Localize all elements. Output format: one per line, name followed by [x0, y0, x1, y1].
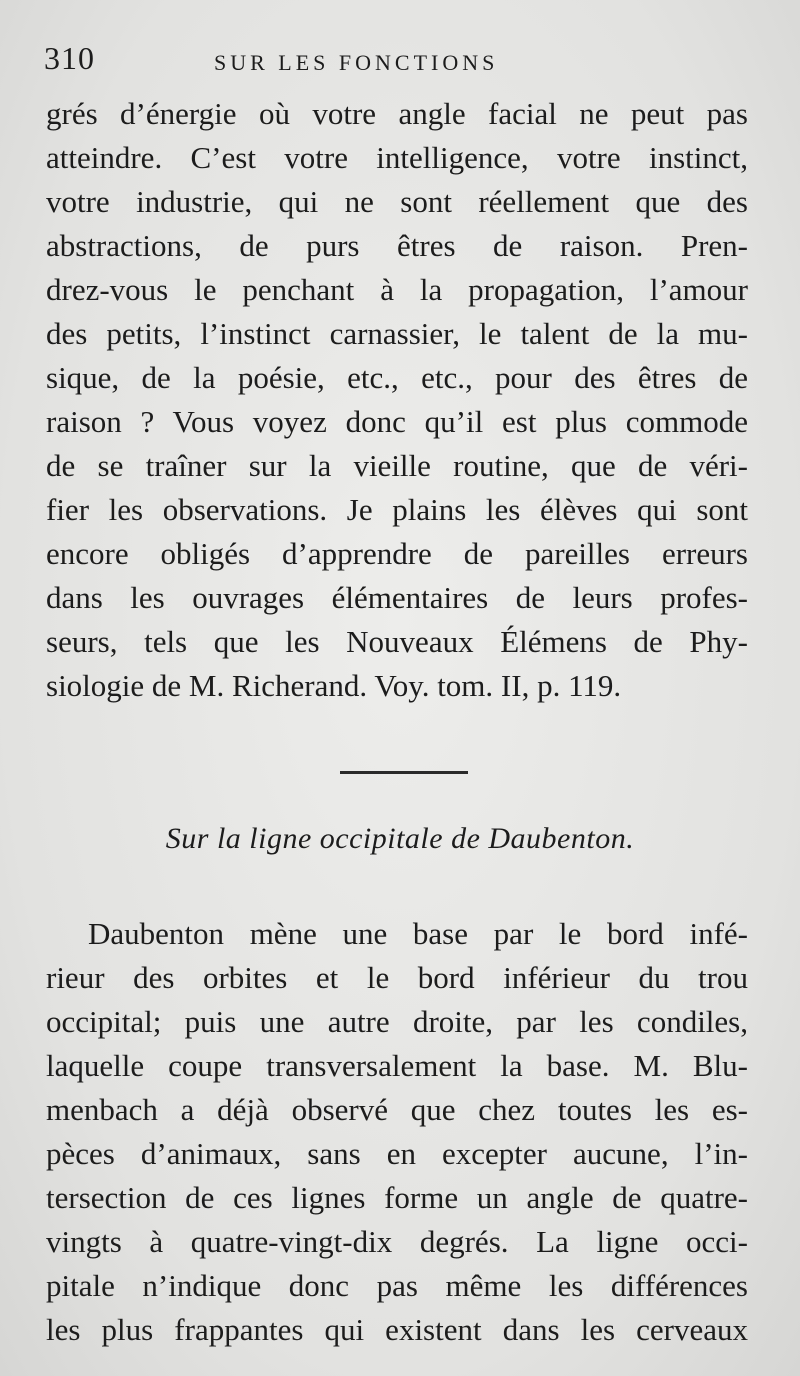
text-line: rieur des orbites et le bord inférieur du trou	[46, 960, 748, 995]
text-line: drez-vous le penchant à la propagation, l’amour	[46, 272, 748, 307]
running-title: SUR LES FONCTIONS	[214, 50, 499, 75]
text-line: menbach a déjà observé que chez toutes les es-	[46, 1092, 748, 1127]
text-line: siologie de M. Richerand. Voy. tom. II, p. 119.	[46, 668, 622, 703]
text-line: seurs, tels que les Nouveaux Élémens de Phy-	[46, 624, 748, 659]
text-line: abstractions, de purs êtres de raison. Pren-	[46, 228, 748, 263]
text-line: des petits, l’instinct carnassier, le talent de la mu-	[46, 316, 748, 351]
section-divider	[340, 771, 468, 774]
page-number: 310	[44, 40, 95, 76]
text-line: atteindre. C’est votre intelligence, votre instinct,	[46, 140, 748, 175]
text-line: les plus frappantes qui existent dans les cerveaux	[46, 1312, 748, 1347]
text-line: occipital; puis une autre droite, par les condiles,	[46, 1004, 748, 1039]
text-line: fier les observations. Je plains les élèves qui sont	[46, 492, 748, 527]
text-line: votre industrie, qui ne sont réellement que des	[46, 184, 748, 219]
text-line: encore obligés d’apprendre de pareilles erreurs	[46, 536, 748, 571]
text-line: dans les ouvrages élémentaires de leurs profes-	[46, 580, 748, 615]
text-line: Daubenton mène une base par le bord infé-	[88, 916, 748, 951]
text-line: vingts à quatre-vingt-dix degrés. La ligne occi-	[46, 1224, 748, 1259]
running-head	[44, 40, 770, 80]
text-line: tersection de ces lignes forme un angle de quatre-	[46, 1180, 748, 1215]
text-line: laquelle coupe transversalement la base. M. Blu-	[46, 1048, 748, 1083]
section-title: Sur la ligne occipitale de Daubenton.	[165, 822, 635, 855]
text-line: de se traîner sur la vieille routine, que de véri-	[46, 448, 748, 483]
text-line: grés d’énergie où votre angle facial ne peut pas	[46, 96, 748, 131]
text-line: raison ? Vous voyez donc qu’il est plus commode	[46, 404, 748, 439]
text-line: sique, de la poésie, etc., etc., pour des êtres de	[46, 360, 748, 395]
text-line: pèces d’animaux, sans en excepter aucune, l’in-	[46, 1136, 748, 1171]
text-line: pitale n’indique donc pas même les différences	[46, 1268, 748, 1303]
